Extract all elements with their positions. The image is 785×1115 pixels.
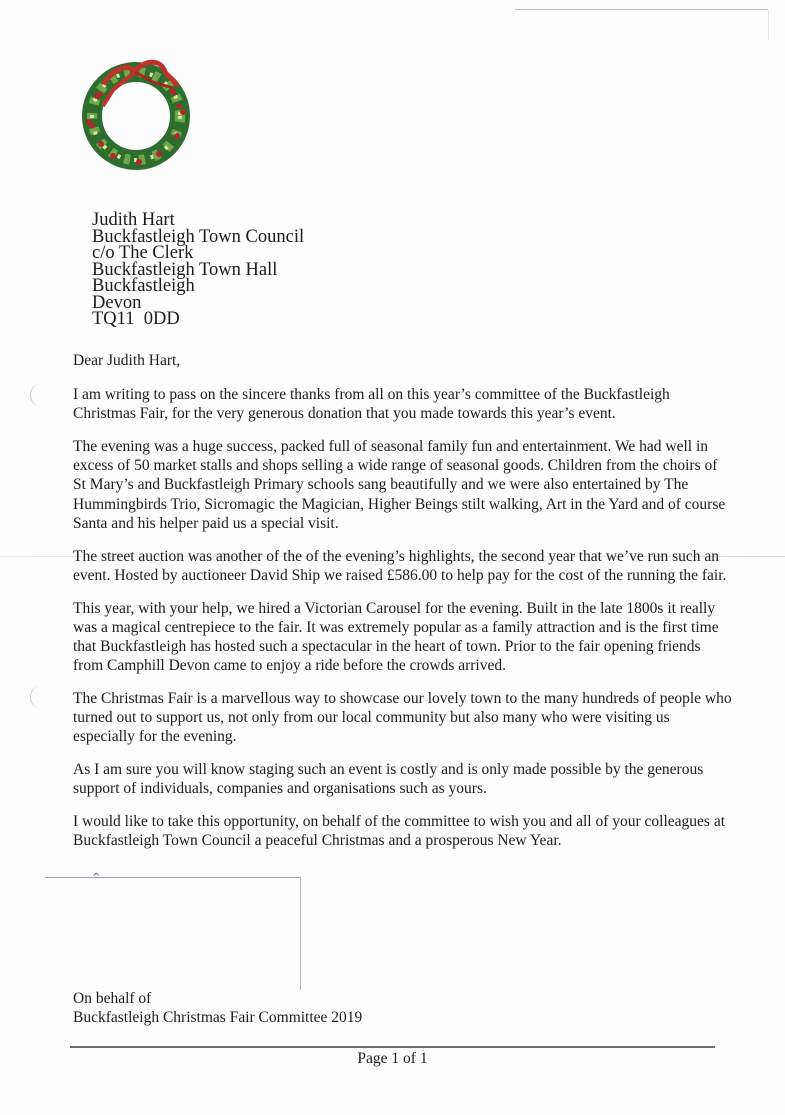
scan-edge-line [515,9,768,10]
punch-hole-mark [30,384,49,406]
address-line-town: Buckfastleigh [92,276,195,296]
signature-area [45,877,301,990]
paragraph-evening: The evening was a huge success, packed full of seasonal family fun and entertainment. We had well in excess of 50 market stalls and shops selling a wide range of seasonal goods. Children from the choirs of St Mary’s and Buckfastleigh Primary schools sang beautifully and we were also entertained by The Hummingbirds Trio, Sicromagic the Magician, Higher Beings stilt walking, Art in the Yard and of course Santa and his helper paid us a special visit. [73,438,726,532]
paragraph-showcase: The Christmas Fair is a marvellous way to showcase our lovely town to the many hundreds of people who turned out to support us, not only from our local community but also many who were visiting us especially for the evening. [73,690,732,746]
address-line-care-of: c/o The Clerk [92,243,194,263]
paragraph-auction: The street auction was another of the of the evening’s highlights, the second year that we’ve run such an event. Hosted by auctioneer David Ship we raised £586.00 to help pay for the cost of the running the fair. [73,547,727,584]
christmas-wreath-icon [73,50,199,176]
paragraph-greetings: I would like to take this opportunity, on behalf of the committee to wish you and all of your colleagues at Buckfastleigh Town Council a peaceful Christmas and a prosperous New Year. [73,813,725,850]
footer-divider [70,1046,715,1048]
address-line-county: Devon [92,292,142,313]
scan-edge-line [768,10,769,40]
paragraph-support: As I am sure you will know staging such an event is costly and is only made possible by the generous support of individuals, companies and organisations such as yours. [73,761,704,798]
closing-line: On behalf of [73,990,152,1007]
recipient-address [92,212,304,328]
address-line-building: Buckfastleigh Town Hall [92,259,278,280]
address-line-organisation: Buckfastleigh Town Council [92,226,305,247]
closing-sender: Buckfastleigh Christmas Fair Committee 2019 [73,1009,363,1026]
salutation: Dear Judith Hart, [73,352,181,369]
paragraph-thanks: I am writing to pass on the sincere thanks from all on this year’s committee of the Buckfastleigh Christmas Fair, for the very generous donation that you made towards this year’s event. [73,386,670,423]
page-number: Page 1 of 1 [357,1050,428,1067]
address-line-postcode: TQ11 0DD [92,309,180,329]
letter-body [73,385,733,864]
closing-block [73,989,362,1027]
paragraph-carousel: This year, with your help, we hired a Victorian Carousel for the evening. Built in the late 1800s it really was a magical centrepiece to the fair. It was extremely popular as a family attraction and is the first time that Buckfastleigh has hosted such a spectacular in the heart of town. Prior to the fair opening friends from Camphill Devon came to enjoy a ride before the crowds arrived. [73,599,719,675]
address-line-name: Judith Hart [92,210,175,230]
signature-pen-mark: ^ [92,872,101,883]
punch-hole-mark [30,686,49,708]
